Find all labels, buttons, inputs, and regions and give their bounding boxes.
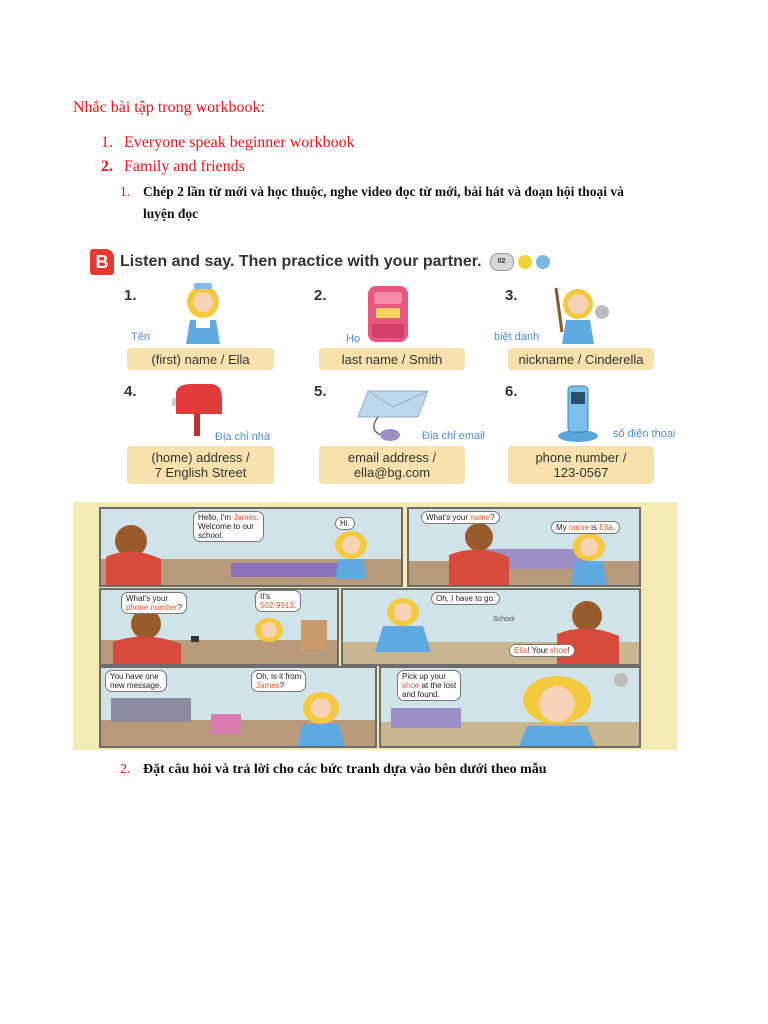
vocab-num-5: 5. — [314, 383, 327, 400]
speech-bubble-6a: Pick up your shoe at the lost and found. — [397, 670, 461, 701]
speech-bubble-1a: Hello, I'm James. Welcome to our school. — [193, 511, 264, 542]
speech-bubble-2b: My name is Ella. — [551, 521, 620, 534]
vocab-note-5: Địa chỉ email — [422, 430, 485, 442]
mailbox-icon — [166, 384, 226, 438]
smiley-icon — [518, 255, 532, 269]
speech-bubble-5a: You have one new message. — [105, 670, 167, 692]
vocab-label-3: nickname / Cinderella — [508, 348, 654, 370]
speech-bubble-2a: What's your name? — [421, 511, 500, 524]
speech-bubble-3a: What's your phone number? — [121, 592, 187, 614]
vocab-num-3: 3. — [505, 287, 518, 304]
comic-strip — [73, 502, 677, 750]
vocab-num-6: 6. — [505, 383, 518, 400]
vocab-num-2: 2. — [314, 287, 327, 304]
vocabulary-panel — [90, 244, 705, 492]
vocab-note-2: Họ — [346, 333, 361, 345]
audio-cd-icon: 02 — [490, 253, 514, 271]
speech-bubble-4a: Oh, I have to go. — [431, 592, 500, 605]
vocab-note-1: Tên — [131, 331, 150, 343]
page-heading: Nhắc bài tập trong workbook: — [73, 99, 265, 116]
vocab-title-row — [90, 249, 550, 275]
phone-icon — [556, 382, 600, 444]
vocab-label-2: last name / Smith — [319, 348, 465, 370]
section-badge: B — [90, 249, 114, 275]
comic-panel-1 — [99, 507, 403, 587]
robot-icon — [536, 255, 550, 269]
vocab-num-1: 1. — [124, 287, 137, 304]
vocab-note-4: Địa chỉ nhà — [215, 431, 271, 443]
vocab-title: Listen and say. Then practice with your partner. — [120, 253, 482, 270]
speech-bubble-1b: Hi. — [335, 517, 355, 530]
speech-bubble-5b: Oh, is it from James? — [251, 670, 306, 692]
comic-panel-6 — [379, 666, 641, 748]
speech-bubble-4b: Ella! Your shoe! — [509, 644, 575, 657]
sub-item-2: 2. Đặt câu hỏi và trả lời cho các bức tranh dựa vào bên dưới theo mẫu — [120, 762, 547, 777]
school-bag-icon — [362, 282, 414, 346]
speech-bubble-3b: It's 502-9913. — [255, 590, 301, 612]
comic-panel-3 — [99, 588, 339, 666]
comic-panel-4 — [341, 588, 641, 666]
vocab-label-1: (first) name / Ella — [127, 348, 274, 370]
school-sign: School — [493, 616, 515, 623]
email-envelope-icon — [348, 387, 432, 443]
girl-cinderella-icon — [548, 282, 612, 346]
girl-ella-icon — [178, 280, 228, 346]
vocab-label-5: email address / ella@bg.com — [319, 446, 465, 484]
vocab-label-4: (home) address / 7 English Street — [127, 446, 274, 484]
vocab-label-6: phone number / 123-0567 — [508, 446, 654, 484]
comic-panel-5 — [99, 666, 377, 748]
sub-item-1: 1. Chép 2 lần từ mới và học thuộc, nghe video đọc từ mới, bài hát và đoạn hội thoại và luyện đọc — [120, 184, 624, 221]
comic-panel-2 — [407, 507, 641, 587]
vocab-note-6: số điện thoại — [613, 428, 676, 440]
vocab-num-4: 4. — [124, 383, 137, 400]
vocab-note-3: biệt danh — [494, 331, 540, 343]
